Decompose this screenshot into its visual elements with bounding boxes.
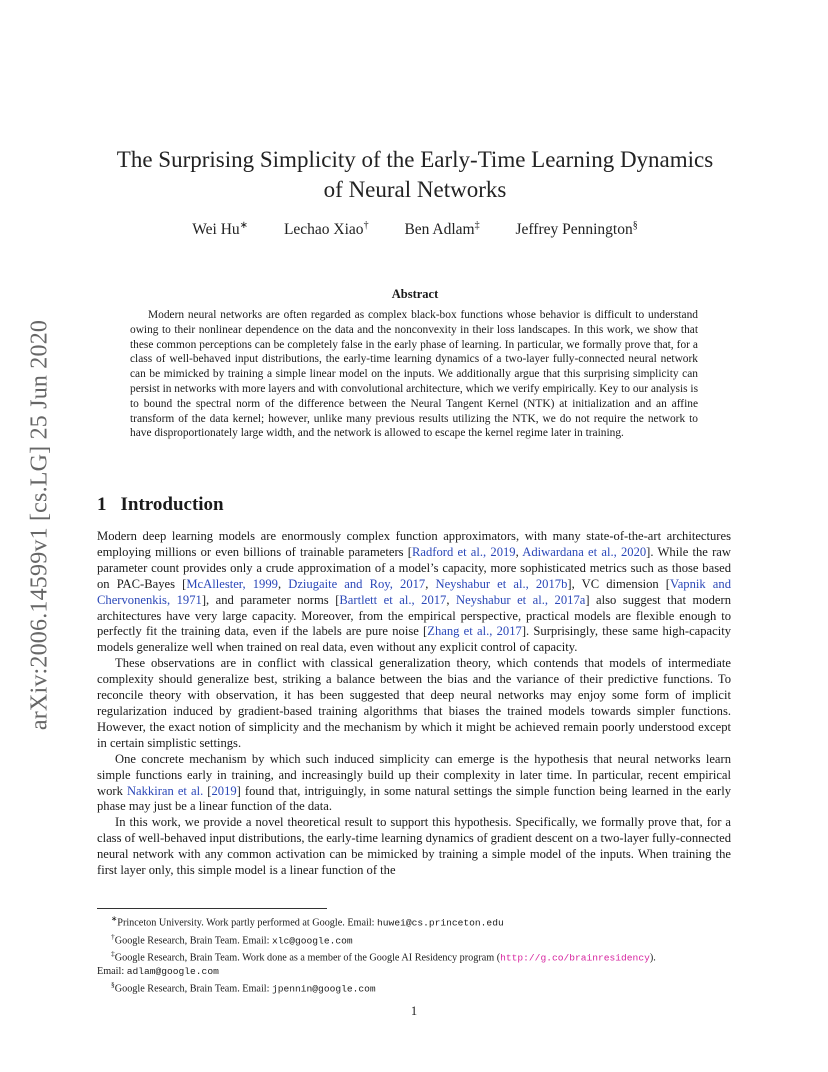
footnote: ∗Princeton University. Work partly performed at Google. Email: huwei@cs.princeton.edu — [111, 914, 504, 929]
footnote: §Google Research, Brain Team. Email: jpennin@google.com — [111, 980, 376, 995]
author-mark: ‡ — [474, 220, 480, 231]
arxiv-stamp — [20, 290, 60, 760]
citation-link[interactable]: Dziugaite and Roy, 2017 — [288, 576, 426, 591]
title-line-2: of Neural Networks — [323, 177, 507, 202]
citation-link[interactable]: Nakkiran et al. — [126, 783, 204, 798]
citation-link[interactable]: Neyshabur et al., 2017a — [456, 592, 586, 607]
page-number: 1 — [410, 1004, 418, 1018]
arxiv-identifier: arXiv:2006.14599v1 [cs.LG] 25 Jun 2020 — [26, 319, 53, 731]
footnote: ‡Google Research, Brain Team. Work done as a member of the Google AI Residency program (http://g.co/brainresidency). Email: adlam@google.com — [97, 949, 656, 978]
footnote-rule — [97, 908, 327, 909]
author-mark: † — [363, 220, 369, 231]
paragraph: Modern deep learning models are enormously complex function approximators, with many state-of-the-art architectures employing millions or even billions of trainable parameters [Radford et al., 2019, Adiwardana et al., 2020]. While the raw parameter count provides only a crude approximation of a model’s capacity, more sophisticated metrics such as those based on PAC-Bayes [McAllester, 1999, Dziugaite and Roy, 2017, Neyshabur et al., 2017b], VC dimension [Vapnik and Chervonenkis, 1971], and parameter norms [Bartlett et al., 2017, Neyshabur et al., 2017a] also suggest that modern architectures have very large capacity. Moreover, from the empirical perspective, practical models are flexible enough to perfectly fit the training data, even if the labels are pure noise [Zhang et al., 2017]. Surprisingly, these same high-capacity models generalize well when trained on real data, even without any explicit control of capacity. — [97, 529, 732, 655]
citation-link[interactable]: Vapnik and Chervonenkis, 1971 — [97, 576, 731, 607]
paper-title — [95, 145, 735, 205]
citation-link[interactable]: Adiwardana et al., 2020 — [522, 544, 647, 559]
section-title: Introduction — [120, 494, 224, 515]
footnote: †Google Research, Brain Team. Email: xlc@google.com — [111, 931, 353, 947]
section-number: 1 — [97, 494, 107, 515]
author: Wei Hu∗ — [192, 220, 249, 239]
author-mark: § — [632, 220, 638, 231]
paragraph: These observations are in conflict with classical generalization theory, which contends that models of intermediate complexity should generalize best, striking a balance between the bias and the variance of their predictive functions. To reconcile theory with observation, it has been suggested that deep neural networks may enjoy some form of implicit regularization induced by gradient-based training algorithms that biases the trained models towards simpler functions. However, the exact notion of simplicity and the mechanism by which it might be achieved remain poorly understood except in certain simplistic settings. — [97, 656, 731, 750]
citation-link[interactable]: Zhang et al., 2017 — [427, 624, 522, 639]
paragraph: In this work, we provide a novel theoretical result to support this hypothesis. Specifically, we formally prove that, for a class of well-behaved input distributions, the early-time learning dynamics of gradient descent on a two-layer fully-connected neural network with any common activation can be mimicked by training a simple model of the inputs. When training the first layer only, this simple model is a linear function of the — [97, 815, 731, 878]
residency-link[interactable]: http://g.co/brainresidency — [500, 952, 650, 964]
author: Ben Adlam‡ — [404, 220, 480, 239]
email-address: jpennin@google.com — [272, 983, 376, 995]
citation-link[interactable]: McAllester, 1999 — [186, 576, 278, 591]
paragraph: One concrete mechanism by which such induced simplicity can emerge is the hypothesis that neural networks learn simple functions early in training, and increasingly build up their complexity in later time. In particular, recent empirical work Nakkiran et al. [2019] found that, intriguingly, in some natural settings the simple function being learned in the early phase may just be a linear function of the data. — [97, 751, 731, 814]
title-line-1: The Surprising Simplicity of the Early-Time Learning Dynamics — [116, 147, 714, 172]
author-list — [95, 220, 735, 239]
author: Jeffrey Pennington§ — [515, 220, 638, 239]
citation-link[interactable]: Radford et al., 2019 — [411, 544, 516, 559]
author: Lechao Xiao† — [283, 220, 369, 239]
email-address: huwei@cs.princeton.edu — [377, 917, 504, 929]
email-address: adlam@google.com — [126, 966, 219, 978]
abstract-text: Modern neural networks are often regarded as complex black-box functions whose behavior is difficult to understand owing to their nonlinear dependence on the data and the nonconvexity in their loss landscapes. In this work, we show that these common perceptions can be completely false in the early phase of learning. In particular, we formally prove that, for a class of well-behaved input distributions, the early-time learning dynamics of a two-layer fully-connected neural network can be mimicked by training a simple linear model on the inputs. We additionally argue that this surprising simplicity can persist in networks with more layers and with convolutional architecture, which we verify empirically. Key to our analysis is to bound the spectral norm of the difference between the Neural Tangent Kernel (NTK) at initialization and an affine transform of the data kernel; however, unlike many previous results utilizing the NTK, we do not require the network to have disproportionately large width, and the network is allowed to escape the kernel regime later in training. — [130, 309, 699, 440]
citation-link[interactable]: Neyshabur et al., 2017b — [435, 576, 568, 591]
citation-link[interactable]: 2019 — [211, 783, 237, 798]
author-mark: ∗ — [239, 220, 249, 231]
email-address: xlc@google.com — [272, 935, 353, 947]
footnotes — [97, 912, 733, 996]
abstract-heading: Abstract — [391, 287, 439, 301]
section-heading — [97, 494, 224, 516]
body-text — [97, 529, 731, 879]
citation-link[interactable]: Bartlett et al., 2017 — [339, 592, 447, 607]
